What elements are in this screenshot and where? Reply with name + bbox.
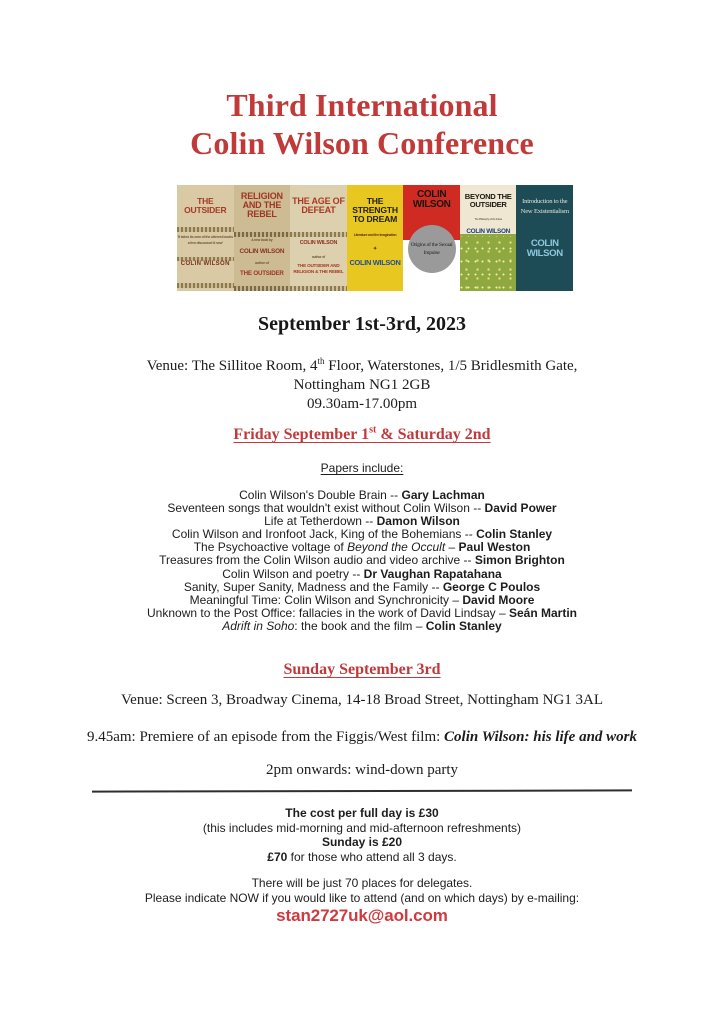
book-cover-the-outsider xyxy=(177,185,234,291)
cover-extra: THE OUTSIDER xyxy=(240,270,284,277)
saturday-suffix: & Saturday 2nd xyxy=(376,426,491,444)
venue-text-b: Floor, Waterstones, 1/5 Bridlesmith Gate, xyxy=(324,358,578,374)
cover-author: COLIN WILSON xyxy=(180,261,230,267)
cover-band xyxy=(290,232,347,237)
paper-separator: – xyxy=(412,618,426,633)
paper-separator: -- xyxy=(469,501,485,516)
cover-authorof: author of xyxy=(254,261,269,265)
paper-separator: – xyxy=(445,540,459,555)
cover-band xyxy=(177,283,234,288)
sunday-party: 2pm onwards: wind-down party xyxy=(265,762,459,778)
cover-blurb: 'It takes its own of the utterest books a few discussed it now' xyxy=(177,235,233,245)
paper-author: Paul Weston xyxy=(458,540,531,555)
cover-band xyxy=(234,232,291,237)
cover-author: COLIN WILSON xyxy=(299,240,338,246)
papers-include-text: Papers include: xyxy=(320,461,404,475)
cost-info xyxy=(0,806,724,864)
paper-title-pre: The Psychoactive voltage of xyxy=(193,540,348,555)
cover-author: COLIN WILSON xyxy=(239,248,285,255)
paper-title: Unknown to the Post Office: fallacies in the work of David Lindsay xyxy=(147,605,496,620)
paper-separator: – xyxy=(449,592,463,607)
paper-separator: -- xyxy=(386,488,402,502)
papers-include-label xyxy=(0,461,724,475)
paper-separator: -- xyxy=(461,527,477,542)
ordinal-suffix: st xyxy=(369,425,377,436)
paper-title-italic: Adrift in Soho xyxy=(222,618,295,633)
paper-title: Colin Wilson's Double Brain xyxy=(239,488,387,502)
paper-author: Gary Lachman xyxy=(401,488,485,502)
book-cover-the-strength-to-dream xyxy=(347,185,404,291)
paper-title: Colin Wilson and Ironfoot Jack, King of the Bohemians xyxy=(171,527,462,542)
cover-title: Origins of the Sexual Impulse xyxy=(410,242,453,257)
paper-title: Treasures from the Colin Wilson audio and video archive xyxy=(159,553,461,568)
paper-separator: -- xyxy=(349,566,364,581)
cover-blurb: A new book by xyxy=(251,238,273,242)
cover-blurb: Literature and the Imagination xyxy=(353,233,397,237)
title-line-2: Colin Wilson Conference xyxy=(190,125,534,161)
cover-extra: THE OUTSIDER AND RELIGION & THE REBEL xyxy=(293,263,344,275)
paper-title: Life at Tetherdown xyxy=(264,514,362,529)
film-intro: 9.45am: Premiere of an episode from the Figgis/West film: xyxy=(86,729,445,745)
cover-ornament: ✦ xyxy=(373,246,378,252)
sunday-film xyxy=(0,729,724,746)
cover-author: COLIN WILSON xyxy=(349,258,401,267)
paper-title: Sanity, Super Sanity, Madness and the Family xyxy=(183,579,429,594)
cover-band xyxy=(177,227,234,232)
venue-line-2: Nottingham NG1 2GB xyxy=(293,377,431,393)
booking-notice xyxy=(0,876,724,906)
paper-title: Colin Wilson and poetry xyxy=(222,566,349,581)
main-venue xyxy=(0,352,724,414)
cover-blurb: The Philosophy of the Future xyxy=(474,218,503,221)
paper-author: George C Poulos xyxy=(442,579,541,594)
film-title: Colin Wilson: his life and work xyxy=(444,729,638,745)
paper-title-post: : the book and the film xyxy=(294,618,413,633)
cost-full-day: The cost per full day is £30 xyxy=(285,806,439,820)
cost-all-days-amount: £70 xyxy=(267,849,288,864)
book-cover-strip xyxy=(177,185,573,291)
page-title xyxy=(0,86,724,162)
cover-author: COLIN WILSON xyxy=(526,238,563,259)
cover-band xyxy=(234,286,291,291)
paper-author: Simon Brighton xyxy=(474,553,565,568)
places-available: There will be just 70 places for delegates. xyxy=(251,876,473,890)
paper-author: David Power xyxy=(484,501,557,516)
sunday-venue: Venue: Screen 3, Broadway Cinema, 14-18 Broad Street, Nottingham NG1 3AL xyxy=(121,692,603,708)
ordinal-suffix: th xyxy=(317,356,325,366)
section-divider xyxy=(92,789,632,792)
paper-item xyxy=(0,620,724,633)
paper-title: Seventeen songs that wouldn't exist without Colin Wilson xyxy=(167,501,470,516)
cover-author: COLIN WILSON xyxy=(466,228,510,235)
cost-all-days xyxy=(0,850,724,865)
cover-title: THE AGE OF DEFEAT xyxy=(292,196,345,216)
paper-separator: – xyxy=(495,605,509,620)
sunday-heading-text: Sunday September 3rd xyxy=(283,661,441,678)
paper-title-italic: Beyond the Occult xyxy=(347,540,446,555)
cover-band xyxy=(290,286,347,291)
cost-sunday: Sunday is £20 xyxy=(321,835,403,850)
venue-text-a: Venue: The Sillitoe Room, 4 xyxy=(146,358,318,374)
venue-line-1 xyxy=(0,352,724,376)
cover-title: Introduction to the New Existentialism xyxy=(520,198,569,215)
cover-dot-pattern xyxy=(460,236,517,291)
paper-separator: -- xyxy=(460,553,475,568)
conference-date: September 1st-3rd, 2023 xyxy=(258,313,466,335)
venue-hours: 09.30am-17.00pm xyxy=(307,396,417,412)
paper-separator: -- xyxy=(428,579,443,594)
paper-separator: -- xyxy=(361,514,377,529)
paper-author: Seán Martin xyxy=(508,605,577,620)
cost-all-days-text: for those who attend all 3 days. xyxy=(287,849,457,864)
cover-title: BEYOND THE OUTSIDER xyxy=(464,192,512,209)
papers-list xyxy=(0,489,724,633)
book-cover-origins-of-the-sexual-impulse xyxy=(403,185,460,291)
cover-authorof: author of xyxy=(312,255,325,259)
contact-email[interactable]: stan2727uk@aol.com xyxy=(276,906,448,925)
paper-author: Dr Vaughan Rapatahana xyxy=(363,566,502,581)
heading-sunday xyxy=(0,661,724,679)
cover-title: THE OUTSIDER xyxy=(184,196,227,215)
paper-author: David Moore xyxy=(462,592,535,607)
paper-author: Damon Wilson xyxy=(376,514,460,529)
paper-title: Meaningful Time: Colin Wilson and Synchronicity xyxy=(189,592,450,607)
cost-refreshments-note: (this includes mid-morning and mid-afternoon refreshments) xyxy=(202,820,522,835)
book-cover-beyond-the-outsider xyxy=(460,185,517,291)
paper-author: Colin Stanley xyxy=(425,618,502,633)
friday-prefix: Friday September 1 xyxy=(233,426,370,444)
paper-author: Colin Stanley xyxy=(476,527,553,542)
title-line-1: Third International xyxy=(226,87,498,123)
heading-friday-saturday xyxy=(0,425,724,444)
booking-instruction: Please indicate NOW if you would like to attend (and on which days) by e-mailing: xyxy=(144,891,580,906)
book-cover-the-age-of-defeat xyxy=(290,185,347,291)
book-cover-religion-and-the-rebel xyxy=(234,185,291,291)
book-cover-introduction-to-the-new-existentialism xyxy=(516,185,573,291)
cover-title: RELIGION AND THE REBEL xyxy=(240,191,283,220)
cover-title: THE STRENGTH TO DREAM xyxy=(352,196,398,224)
cover-author: COLIN WILSON xyxy=(412,189,451,211)
